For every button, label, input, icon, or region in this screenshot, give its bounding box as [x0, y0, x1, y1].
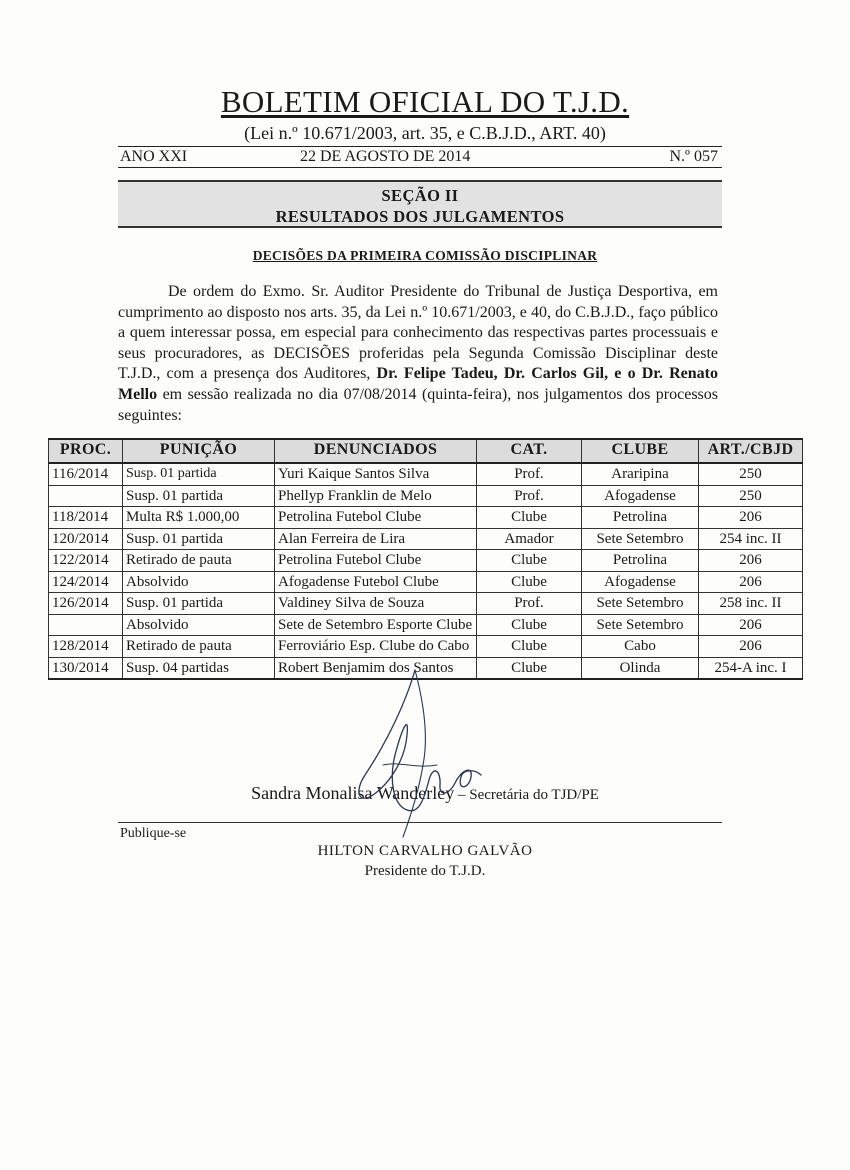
auditors-names: Dr. Felipe Tadeu, Dr. Carlos Gil, e o Dr. Renato Mello	[118, 365, 719, 403]
cell-cat: Clube	[477, 550, 582, 572]
cell-clube: Sete Setembro	[582, 528, 699, 550]
cell-denunciado: Afogadense Futebol Clube	[275, 571, 477, 593]
cell-cat: Clube	[477, 614, 582, 636]
cell-cat: Amador	[477, 528, 582, 550]
header-denunciados: DENUNCIADOS	[275, 439, 477, 463]
cell-art: 206	[699, 571, 803, 593]
cell-art: 206	[699, 614, 803, 636]
cell-punicao: Retirado de pauta	[123, 550, 275, 572]
cell-proc: 128/2014	[49, 636, 123, 658]
cell-denunciado: Sete de Setembro Esporte Clube	[275, 614, 477, 636]
cell-clube: Petrolina	[582, 507, 699, 529]
table-header-row	[49, 439, 803, 463]
table-row	[49, 528, 803, 550]
table-row	[49, 571, 803, 593]
header-proc: PROC.	[49, 439, 123, 463]
header-clube: CLUBE	[582, 439, 699, 463]
table-row	[49, 463, 803, 485]
cell-clube: Afogadense	[582, 485, 699, 507]
decisions-title: DECISÕES DA PRIMEIRA COMISSÃO DISCIPLINAR	[252, 248, 598, 263]
cell-punicao: Multa R$ 1.000,00	[123, 507, 275, 529]
cell-clube: Cabo	[582, 636, 699, 658]
intro-paragraph	[118, 282, 718, 426]
cell-proc: 118/2014	[49, 507, 123, 529]
cell-punicao: Susp. 01 partida	[123, 463, 275, 485]
cell-art: 250	[699, 485, 803, 507]
publique-label: Publique-se	[120, 826, 187, 841]
issue-info-line	[118, 146, 722, 168]
header-punicao: PUNIÇÃO	[123, 439, 275, 463]
cell-punicao: Susp. 01 partida	[123, 485, 275, 507]
table-row	[49, 636, 803, 658]
cell-denunciado: Phellyp Franklin de Melo	[275, 485, 477, 507]
bulletin-subtitle: (Lei n.º 10.671/2003, art. 35, e C.B.J.D., ART. 40)	[244, 123, 606, 143]
cell-proc: 130/2014	[49, 657, 123, 679]
cell-art: 254 inc. II	[699, 528, 803, 550]
intro-text-part1: De ordem do Exmo. Sr. Auditor Presidente do Tribunal de Justiça Desportiva, em cumprimento ao disposto nos arts. 35, da Lei n.º 10.671/2003, e 40, do C.B.J.D., faço público a quem interessar possa, em especial para conhecimento das respectivas partes processuais e seus procuradores, as DECISÕES proferidas pela Segunda Comissão Disciplinar deste T.J.D., com a presença dos Auditores,	[118, 283, 718, 383]
signature-divider	[118, 822, 722, 823]
cell-cat: Clube	[477, 636, 582, 658]
cell-clube: Araripina	[582, 463, 699, 485]
cell-denunciado: Yuri Kaique Santos Silva	[275, 463, 477, 485]
cell-proc: 120/2014	[49, 528, 123, 550]
cell-punicao: Retirado de pauta	[123, 636, 275, 658]
cell-punicao: Susp. 01 partida	[123, 593, 275, 615]
table-row	[49, 593, 803, 615]
president-name: HILTON CARVALHO GALVÃO	[317, 843, 533, 859]
cell-clube: Petrolina	[582, 550, 699, 572]
secretary-role: – Secretária do TJD/PE	[454, 787, 599, 803]
president-title: Presidente do T.J.D.	[364, 863, 486, 879]
cell-art: 250	[699, 463, 803, 485]
cell-denunciado: Alan Ferreira de Lira	[275, 528, 477, 550]
cell-proc	[49, 614, 123, 636]
cell-denunciado: Petrolina Futebol Clube	[275, 507, 477, 529]
header-art: ART./CBJD	[699, 439, 803, 463]
section-number: SEÇÃO II	[381, 186, 459, 205]
cell-cat: Clube	[477, 657, 582, 679]
cell-proc: 126/2014	[49, 593, 123, 615]
cell-clube: Olinda	[582, 657, 699, 679]
bulletin-title: BOLETIM OFICIAL DO T.J.D.	[220, 84, 630, 119]
cell-proc: 124/2014	[49, 571, 123, 593]
issue-date: 22 DE AGOSTO DE 2014	[300, 148, 471, 165]
cell-proc: 122/2014	[49, 550, 123, 572]
cell-punicao: Absolvido	[123, 614, 275, 636]
cell-cat: Prof.	[477, 463, 582, 485]
cell-clube: Sete Setembro	[582, 593, 699, 615]
cell-art: 206	[699, 507, 803, 529]
cell-cat: Prof.	[477, 593, 582, 615]
cell-punicao: Susp. 04 partidas	[123, 657, 275, 679]
section-heading: RESULTADOS DOS JULGAMENTOS	[275, 207, 565, 226]
cell-denunciado: Valdiney Silva de Souza	[275, 593, 477, 615]
table-row	[49, 614, 803, 636]
table-row	[49, 485, 803, 507]
cell-cat: Prof.	[477, 485, 582, 507]
cell-art: 206	[699, 550, 803, 572]
cell-clube: Afogadense	[582, 571, 699, 593]
issue-number: N.º 057	[669, 148, 718, 165]
cell-cat: Clube	[477, 571, 582, 593]
header-cat: CAT.	[477, 439, 582, 463]
cell-art: 206	[699, 636, 803, 658]
cell-denunciado: Petrolina Futebol Clube	[275, 550, 477, 572]
handwritten-signature-icon	[345, 665, 485, 840]
cell-denunciado: Ferroviário Esp. Clube do Cabo	[275, 636, 477, 658]
cell-punicao: Absolvido	[123, 571, 275, 593]
judgments-table	[48, 438, 803, 680]
cell-punicao: Susp. 01 partida	[123, 528, 275, 550]
cell-proc: 116/2014	[49, 463, 123, 485]
cell-cat: Clube	[477, 507, 582, 529]
table-row	[49, 507, 803, 529]
issue-year: ANO XXI	[120, 148, 188, 165]
cell-art: 258 inc. II	[699, 593, 803, 615]
cell-art: 254-A inc. I	[699, 657, 803, 679]
cell-clube: Sete Setembro	[582, 614, 699, 636]
secretary-name: Sandra Monalisa Wanderley	[251, 783, 455, 803]
cell-denunciado: Robert Benjamim dos Santos	[275, 657, 477, 679]
cell-proc	[49, 485, 123, 507]
intro-text-part2: em sessão realizada no dia 07/08/2014 (quinta-feira), nos julgamentos dos processos seguintes:	[118, 385, 718, 424]
table-row	[49, 550, 803, 572]
section-banner	[118, 180, 722, 228]
